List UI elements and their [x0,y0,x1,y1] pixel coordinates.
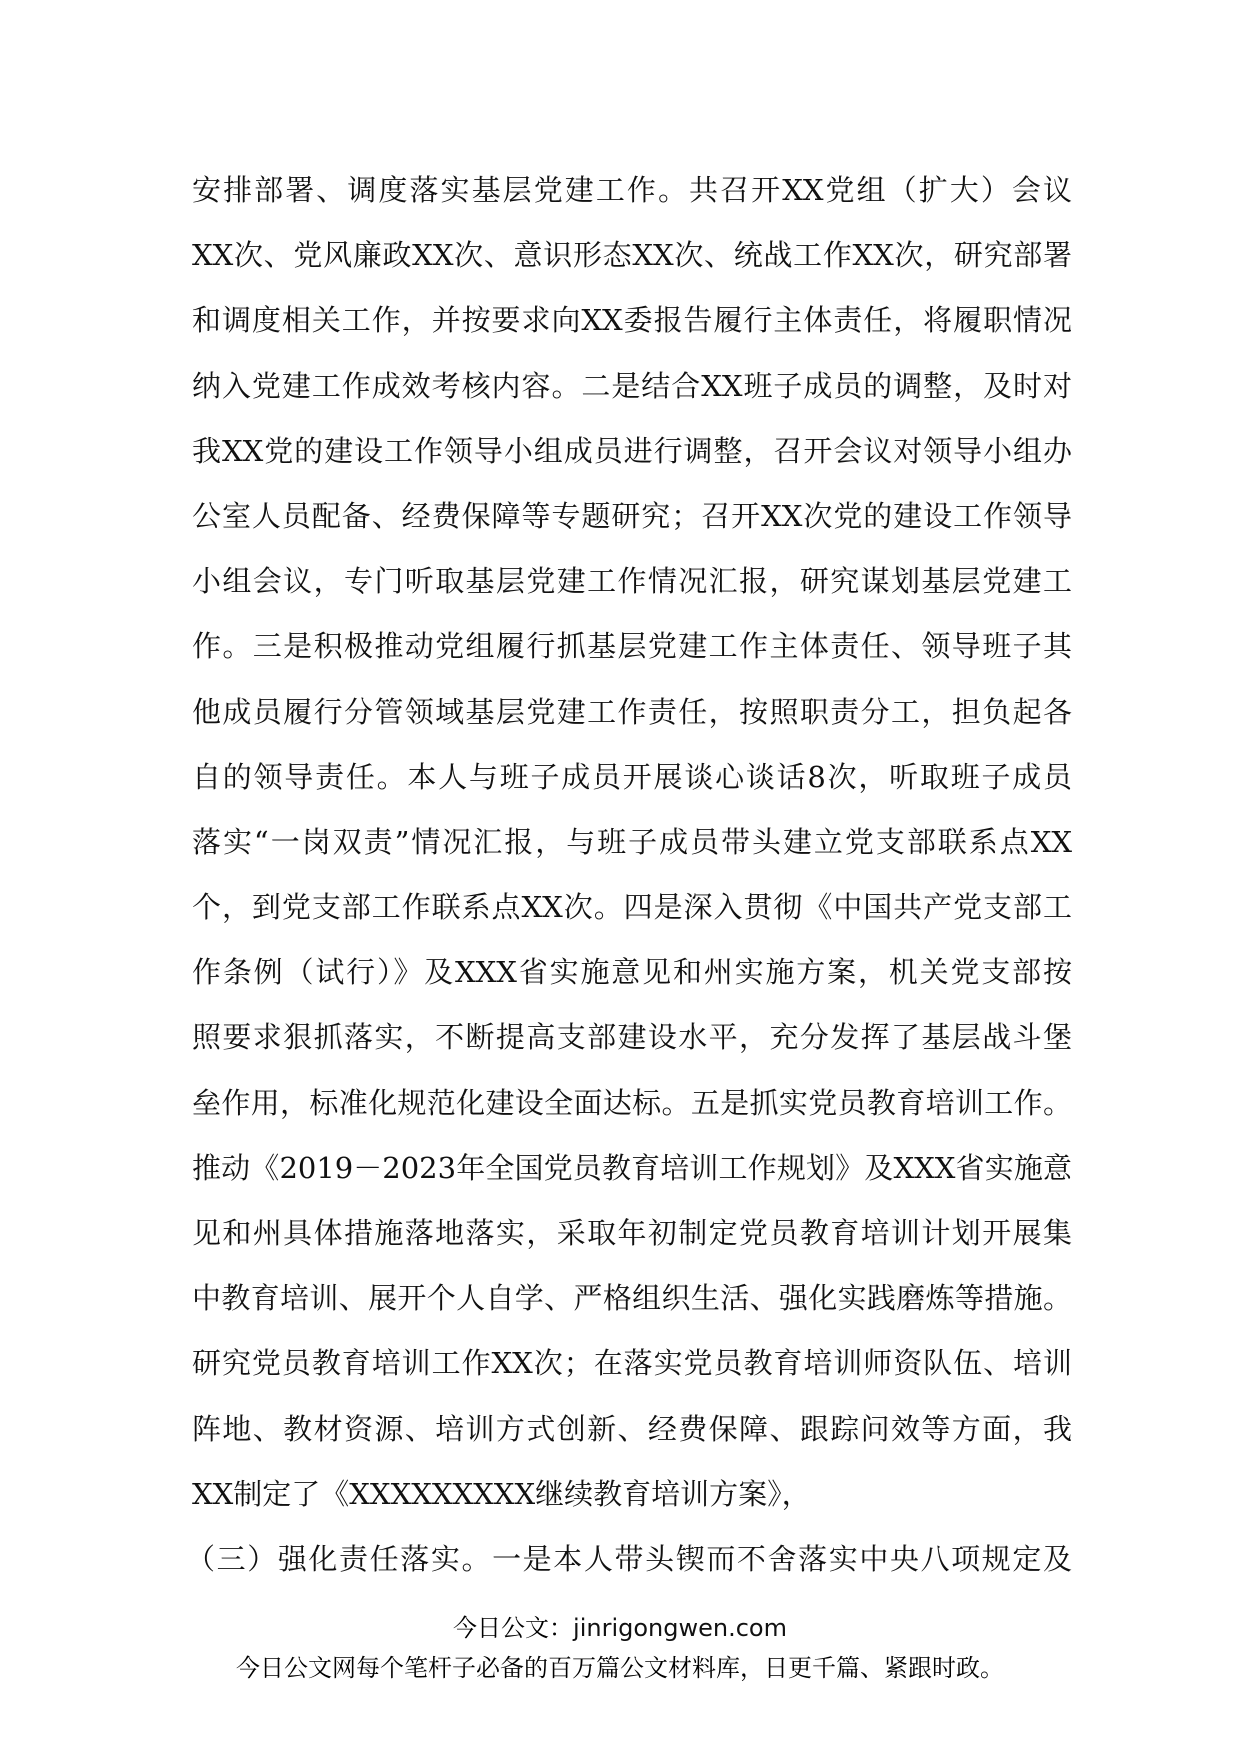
body-line: 他成员履行分管领域基层党建工作责任，按照职责分工，担负起各 [192,694,1072,729]
document-body [186,158,1072,1592]
body-line: 和调度相关工作，并按要求向XX委报告履行主体责任，将履职情况 [192,303,1072,338]
footer-site-link[interactable]: jinrigongwen.com [573,1614,787,1642]
body-line: 个，到党支部工作联系点XX次。四是深入贯彻《中国共产党支部工 [192,890,1072,925]
body-line: 中教育培训、展开个人自学、严格组织生活、强化实践磨炼等措施。 [192,1281,1072,1316]
body-line: 我XX党的建设工作领导小组成员进行调整，召开会议对领导小组办 [192,433,1072,468]
body-line: 见和州具体措施落地落实，采取年初制定党员教育培训计划开展集 [192,1216,1072,1250]
body-line: XX次、党风廉政XX次、意识形态XX次、统战工作XX次，研究部署 [192,238,1072,273]
body-line: 作条例（试行）》及XXX省实施意见和州实施方案，机关党支部按 [192,955,1072,990]
body-line: XX制定了《XXXXXXXXX继续教育培训方案》， [192,1476,811,1511]
section-heading-line: （三）强化责任落实。一是本人带头锲而不舍落实中央八项规定及 [186,1541,1072,1576]
body-line: 小组会议，专门听取基层党建工作情况汇报，研究谋划基层党建工 [192,564,1072,599]
body-line: 自的领导责任。本人与班子成员开展谈心谈话8次，听取班子成员 [192,759,1072,794]
body-line: 垒作用，标准化规范化建设全面达标。五是抓实党员教育培训工作。 [192,1085,1072,1120]
body-line: 安排部署、调度落实基层党建工作。共召开XX党组（扩大）会议 [192,173,1072,207]
body-line: 作。三是积极推动党组履行抓基层党建工作主体责任、领导班子其 [192,629,1072,664]
footer-site [0,1608,1240,1643]
footer-slogan: 今日公文网每个笔杆子必备的百万篇公文材料库，日更千篇、紧跟时政。 [236,1654,1004,1682]
body-line: 落实“一岗双责”情况汇报，与班子成员带头建立党支部联系点XX [192,824,1072,859]
body-line: 阵地、教材资源、培训方式创新、经费保障、跟踪问效等方面，我 [192,1411,1072,1446]
body-line: 公室人员配备、经费保障等专题研究；召开XX次党的建设工作领导 [192,498,1072,533]
footer-site-label: 今日公文： [453,1614,574,1642]
body-line: 研究党员教育培训工作XX次；在落实党员教育培训师资队伍、培训 [192,1346,1072,1381]
body-line: 照要求狠抓落实，不断提高支部建设水平，充分发挥了基层战斗堡 [192,1020,1072,1055]
body-line: 推动《2019－2023年全国党员教育培训工作规划》及XXX省实施意 [192,1150,1072,1185]
body-line: 纳入党建工作成效考核内容。二是结合XX班子成员的调整，及时对 [192,368,1072,403]
